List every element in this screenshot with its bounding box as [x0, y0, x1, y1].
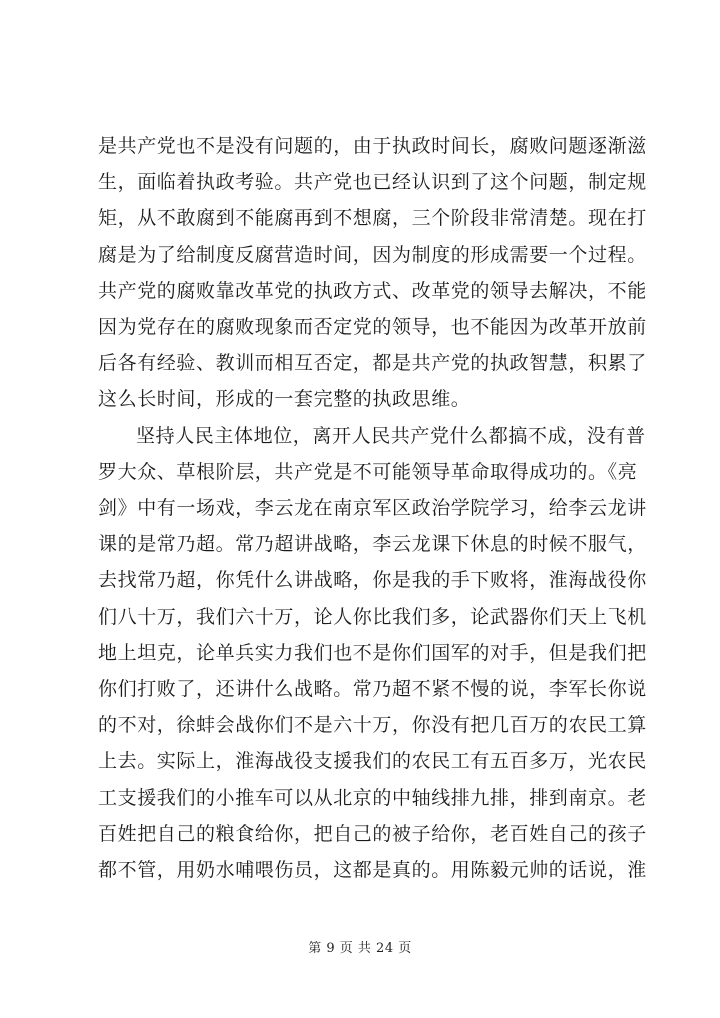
- text-line: 腐是为了给制度反腐营造时间，因为制度的形成需要一个过程。: [98, 243, 647, 266]
- text-line: 共产党的腐败靠改革党的执政方式、改革党的领导去解决，不能: [98, 279, 647, 302]
- text-line: 后各有经验、教训而相互否定，都是共产党的执政智慧，积累了: [98, 352, 647, 375]
- text-line: 都不管，用奶水哺喂伤员，这都是真的。用陈毅元帅的话说，淮: [98, 859, 647, 882]
- text-line: 矩，从不敢腐到不能腐再到不想腐，三个阶段非常清楚。现在打: [98, 207, 647, 230]
- text-line: 是共产党也不是没有问题的，由于执政时间长，腐败问题逐渐滋: [98, 135, 647, 157]
- text-line: 课的是常乃超。常乃超讲战略，李云龙课下休息的时候不服气，: [98, 533, 647, 556]
- paragraph-2: [98, 418, 647, 889]
- text-line: 剑》中有一场戏，李云龙在南京军区政治学院学习，给李云龙讲: [98, 497, 647, 520]
- text-line: 生，面临着执政考验。共产党也已经认识到了这个问题，制定规: [98, 171, 647, 194]
- text-line: 因为党存在的腐败现象而否定党的领导，也不能因为改革开放前: [98, 316, 647, 339]
- body-text: [98, 128, 647, 888]
- text-line: 罗大众、草根阶层，共产党是不可能领导革命取得成功的。《亮: [98, 460, 638, 483]
- page-number-footer: 第 9 页 共 24 页: [308, 941, 412, 956]
- text-line: 上去。实际上，淮海战役支援我们的农民工有五百多万，光农民: [98, 750, 647, 773]
- text-line: 工支援我们的小推车可以从北京的中轴线排九排，排到南京。老: [98, 786, 647, 809]
- text-line: 这么长时间，形成的一套完整的执政思维。: [98, 388, 471, 411]
- text-line: 百姓把自己的粮食给你，把自己的被子给你，老百姓自己的孩子: [98, 822, 647, 845]
- text-line: 们八十万，我们六十万，论人你比我们多，论武器你们天上飞机: [98, 605, 647, 628]
- text-line: 你们打败了，还讲什么战略。常乃超不紧不慢的说，李军长你说: [98, 678, 647, 701]
- text-line: 去找常乃超，你凭什么讲战略，你是我的手下败将，淮海战役你: [98, 569, 647, 592]
- text-line: 的不对，徐蚌会战你们不是六十万，你没有把几百万的农民工算: [98, 714, 647, 737]
- text-line: 地上坦克，论单兵实力我们也不是你们国军的对手，但是我们把: [98, 641, 647, 664]
- text-line: 坚持人民主体地位，离开人民共产党什么都搞不成，没有普: [136, 424, 646, 447]
- paragraph-1: [98, 128, 647, 418]
